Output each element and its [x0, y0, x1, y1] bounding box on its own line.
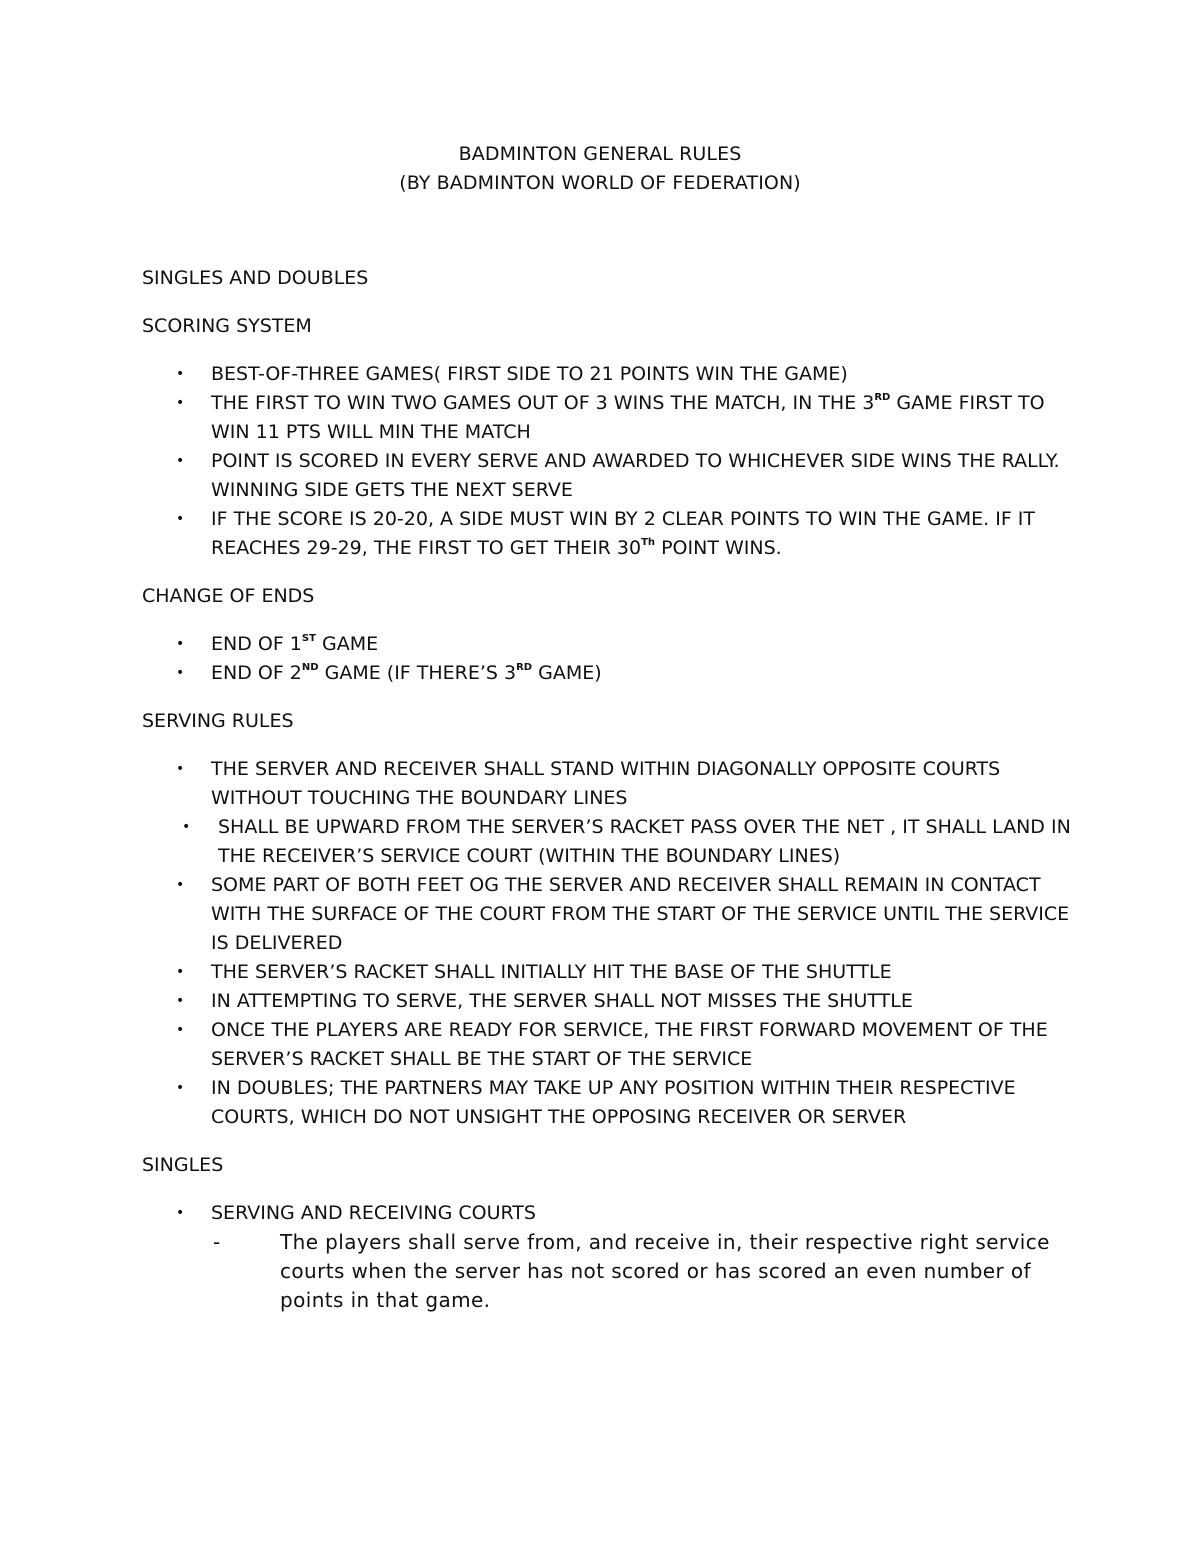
list-item-text: END OF 2	[211, 662, 302, 684]
list-item-text: GAME FIRST TO WIN 11 PTS WILL MIN THE MATCH	[211, 392, 1045, 443]
list-item-text: IN ATTEMPTING TO SERVE, THE SERVER SHALL NOT MISSES THE SHUTTLE	[211, 990, 913, 1012]
list-item-text: SERVING AND RECEIVING COURTS	[211, 1202, 536, 1224]
list-item-text: BEST-OF-THREE GAMES( FIRST SIDE TO 21 POINTS WIN THE GAME)	[211, 363, 848, 385]
list-item	[142, 755, 1082, 813]
list-item	[142, 447, 1082, 505]
list-item	[142, 1016, 1082, 1074]
list-item	[142, 630, 1082, 659]
bullet-icon: •	[176, 453, 185, 469]
sub-list-item	[211, 1228, 1082, 1315]
list-item	[142, 871, 1082, 958]
list-item-text: THE SERVER’S RACKET SHALL INITIALLY HIT THE BASE OF THE SHUTTLE	[211, 961, 892, 983]
superscript: ST	[301, 632, 316, 644]
singles-list	[142, 1199, 1082, 1315]
bullet-icon: •	[176, 964, 185, 980]
bullet-icon: •	[176, 877, 185, 893]
serving-list	[142, 755, 1082, 1132]
bullet-icon: •	[176, 761, 185, 777]
list-item-text: SOME PART OF BOTH FEET OG THE SERVER AND RECEIVER SHALL REMAIN IN CONTACT WITH THE SURFACE OF THE COURT FROM THE START OF THE SERVICE UNTIL THE SERVICE IS DELIVERED	[211, 874, 1070, 954]
list-item-text: GAME)	[532, 662, 602, 684]
document-body	[142, 264, 1082, 1334]
bullet-icon: •	[176, 665, 185, 681]
ends-list	[142, 630, 1082, 688]
bullet-icon: •	[176, 395, 185, 411]
list-item-text: THE FIRST TO WIN TWO GAMES OUT OF 3 WINS THE MATCH, IN THE 3	[211, 392, 875, 414]
section-heading-serving-rules: SERVING RULES	[142, 710, 294, 732]
list-item-text: GAME	[315, 633, 379, 655]
section-heading-singles: SINGLES	[142, 1154, 224, 1176]
list-item	[142, 987, 1082, 1016]
list-item-text: IF THE SCORE IS 20-20, A SIDE MUST WIN BY 2 CLEAR POINTS TO WIN THE GAME. IF IT REACHES 29-29, THE FIRST TO GET THEIR 30	[211, 508, 1036, 559]
bullet-icon: •	[176, 511, 185, 527]
list-item-text: SHALL BE UPWARD FROM THE SERVER’S RACKET PASS OVER THE NET , IT SHALL LAND IN THE RECEIVER’S SERVICE COURT (WITHIN THE BOUNDARY LINES)	[218, 816, 1071, 867]
superscript: ND	[301, 661, 319, 673]
superscript: RD	[874, 391, 891, 403]
list-item	[142, 958, 1082, 987]
document-subtitle: (BY BADMINTON WORLD OF FEDERATION)	[399, 172, 801, 194]
list-item-text: IN DOUBLES; THE PARTNERS MAY TAKE UP ANY POSITION WITHIN THEIR RESPECTIVE COURTS, WHICH DO NOT UNSIGHT THE OPPOSING RECEIVER OR SERVER	[211, 1077, 1016, 1128]
title-block	[0, 140, 1200, 198]
superscript: Th	[641, 536, 656, 548]
dash-icon: -	[213, 1230, 221, 1254]
bullet-icon: •	[176, 1205, 185, 1221]
list-item	[142, 1074, 1082, 1132]
section-heading-scoring: SCORING SYSTEM	[142, 315, 312, 337]
list-item-text: END OF 1	[211, 633, 302, 655]
list-item-text: POINT WINS.	[655, 537, 782, 559]
list-item	[142, 389, 1082, 447]
list-item	[142, 505, 1082, 563]
sub-list-item-text: The players shall serve from, and receive in, their respective right service courts when the server has not scored or has scored an even number of points in that game.	[280, 1230, 1050, 1312]
scoring-list	[142, 360, 1082, 563]
section-heading-singles-doubles: SINGLES AND DOUBLES	[142, 267, 369, 289]
sub-list	[211, 1228, 1082, 1315]
section-heading-change-of-ends: CHANGE OF ENDS	[142, 585, 315, 607]
list-item-text: ONCE THE PLAYERS ARE READY FOR SERVICE, THE FIRST FORWARD MOVEMENT OF THE SERVER’S RACKET SHALL BE THE START OF THE SERVICE	[211, 1019, 1048, 1070]
list-item-text: GAME (IF THERE’S 3	[318, 662, 517, 684]
list-item	[142, 659, 1082, 688]
list-item	[142, 360, 1082, 389]
bullet-icon: •	[176, 366, 185, 382]
bullet-icon: •	[176, 636, 185, 652]
bullet-icon: •	[182, 819, 191, 835]
list-item-text: THE SERVER AND RECEIVER SHALL STAND WITHIN DIAGONALLY OPPOSITE COURTS WITHOUT TOUCHING THE BOUNDARY LINES	[211, 758, 1001, 809]
bullet-icon: •	[176, 993, 185, 1009]
list-item	[142, 813, 1082, 871]
bullet-icon: •	[176, 1022, 185, 1038]
list-item	[142, 1199, 1082, 1315]
document-title: BADMINTON GENERAL RULES	[458, 143, 742, 165]
bullet-icon: •	[176, 1080, 185, 1096]
list-item-text: POINT IS SCORED IN EVERY SERVE AND AWARDED TO WHICHEVER SIDE WINS THE RALLY. WINNING SIDE GETS THE NEXT SERVE	[211, 450, 1060, 501]
superscript: RD	[516, 661, 533, 673]
